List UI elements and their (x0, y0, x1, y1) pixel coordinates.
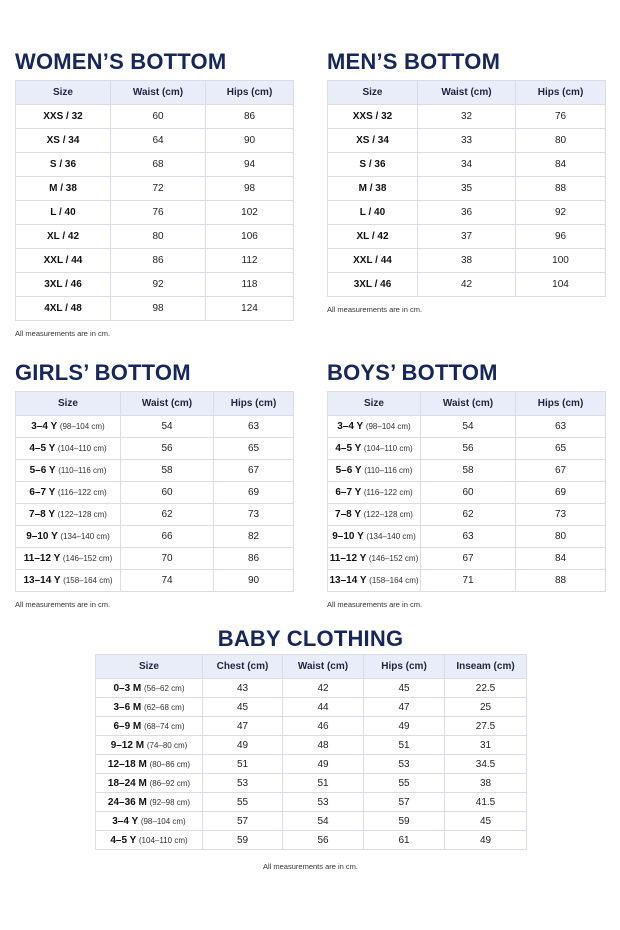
girls-size-table (15, 391, 294, 592)
height-range: (98–104 cm) (59, 422, 105, 431)
size-label: 11–12 Y (329, 553, 367, 564)
size-cell (328, 482, 421, 504)
value-cell: 34.5 (445, 755, 527, 774)
height-range: (92–98 cm) (149, 797, 191, 807)
size-label: 5–6 Y (29, 465, 56, 476)
height-range: (110–116 cm) (364, 466, 413, 475)
value-cell: 90 (206, 129, 294, 153)
girls-table-body (16, 416, 294, 592)
value-cell: 67 (516, 460, 606, 482)
size-cell (96, 679, 203, 698)
table-row (16, 482, 294, 504)
col-header-size: Size (16, 81, 111, 105)
col-header-size: Size (96, 655, 203, 679)
size-cell: S / 36 (328, 153, 418, 177)
value-cell: 80 (516, 129, 606, 153)
value-cell: 66 (121, 526, 214, 548)
height-range: (56–62 cm) (144, 683, 185, 693)
value-cell: 92 (516, 201, 606, 225)
girls-bottom-section (15, 360, 293, 609)
table-row (16, 460, 294, 482)
height-range: (158–164 cm) (369, 576, 419, 585)
value-cell: 49 (364, 717, 445, 736)
value-cell: 35 (418, 177, 516, 201)
col-header-waist: Waist (cm) (421, 392, 516, 416)
table-row (96, 679, 527, 698)
value-cell: 56 (283, 831, 364, 850)
size-cell (16, 438, 121, 460)
table-row (328, 482, 606, 504)
height-range: (146–152 cm) (62, 554, 113, 563)
col-header-size: Size (328, 392, 421, 416)
size-cell: M / 38 (328, 177, 418, 201)
table-row (16, 438, 294, 460)
size-label: 13–14 Y (329, 575, 367, 586)
value-cell: 55 (364, 774, 445, 793)
value-cell: 73 (516, 504, 606, 526)
value-cell: 88 (516, 177, 606, 201)
table-row (96, 755, 527, 774)
value-cell: 102 (206, 201, 294, 225)
table-row (328, 225, 606, 249)
size-label: 6–7 Y (29, 487, 56, 498)
table-row (16, 570, 294, 592)
baby-clothing-section (95, 626, 526, 871)
men-bottom-section (327, 49, 605, 314)
col-header-waist: Waist (cm) (121, 392, 214, 416)
value-cell: 67 (214, 460, 294, 482)
table-row (96, 831, 527, 850)
value-cell: 63 (214, 416, 294, 438)
baby-size-table (95, 654, 527, 850)
size-label: 13–14 Y (23, 575, 61, 586)
value-cell: 58 (121, 460, 214, 482)
baby-table-body (96, 679, 527, 850)
height-range: (116–122 cm) (363, 488, 413, 497)
size-cell: XXL / 44 (16, 249, 111, 273)
value-cell: 49 (283, 755, 364, 774)
value-cell: 84 (516, 153, 606, 177)
height-range: (146–152 cm) (368, 554, 419, 563)
size-label: 18–24 M (107, 777, 147, 789)
measurement-note: All measurements are in cm. (327, 600, 423, 609)
boys-size-table (327, 391, 606, 592)
value-cell: 62 (421, 504, 516, 526)
height-range: (158–164 cm) (63, 576, 113, 585)
table-row (328, 570, 606, 592)
col-header-hips: Hips (cm) (516, 81, 606, 105)
baby-clothing-title: BABY CLOTHING (217, 626, 404, 651)
value-cell: 57 (203, 812, 283, 831)
size-cell (16, 482, 121, 504)
value-cell: 56 (421, 438, 516, 460)
value-cell: 124 (206, 297, 294, 321)
measurement-note: All measurements are in cm. (15, 329, 111, 338)
table-row (328, 548, 606, 570)
size-cell: 3XL / 46 (16, 273, 111, 297)
value-cell: 96 (516, 225, 606, 249)
value-cell: 46 (283, 717, 364, 736)
value-cell: 54 (121, 416, 214, 438)
value-cell: 61 (364, 831, 445, 850)
value-cell: 41.5 (445, 793, 527, 812)
size-cell: XS / 34 (328, 129, 418, 153)
boys-bottom-section (327, 360, 605, 609)
value-cell: 34 (418, 153, 516, 177)
value-cell: 76 (111, 201, 206, 225)
size-cell (96, 793, 203, 812)
col-header-hips: Hips (cm) (364, 655, 445, 679)
size-label: 3–4 Y (31, 421, 58, 432)
table-row (328, 105, 606, 129)
col-header-hips: Hips (cm) (206, 81, 294, 105)
table-header-row (328, 392, 606, 416)
value-cell: 47 (203, 717, 283, 736)
height-range: (104–110 cm) (363, 444, 413, 453)
value-cell: 82 (214, 526, 294, 548)
value-cell: 42 (418, 273, 516, 297)
value-cell: 27.5 (445, 717, 527, 736)
value-cell: 63 (421, 526, 516, 548)
men-size-table (327, 80, 606, 297)
value-cell: 60 (421, 482, 516, 504)
value-cell: 53 (283, 793, 364, 812)
women-bottom-title: WOMEN’S BOTTOM (15, 49, 227, 74)
size-cell (96, 755, 203, 774)
size-cell (96, 812, 203, 831)
size-label: 3–4 Y (337, 421, 364, 432)
table-row (16, 105, 294, 129)
value-cell: 90 (214, 570, 294, 592)
table-row (328, 201, 606, 225)
table-row (328, 416, 606, 438)
value-cell: 100 (516, 249, 606, 273)
girls-bottom-title: GIRLS’ BOTTOM (15, 360, 191, 385)
value-cell: 57 (364, 793, 445, 812)
value-cell: 47 (364, 698, 445, 717)
table-row (328, 273, 606, 297)
value-cell: 84 (516, 548, 606, 570)
measurement-note: All measurements are in cm. (262, 862, 359, 871)
table-row (328, 438, 606, 460)
table-row (16, 153, 294, 177)
height-range: (98–104 cm) (140, 816, 186, 826)
value-cell: 98 (206, 177, 294, 201)
size-label: 7–8 Y (29, 509, 55, 520)
table-header-row (96, 655, 527, 679)
size-label: 12–18 M (107, 758, 147, 770)
value-cell: 86 (214, 548, 294, 570)
size-cell: XL / 42 (16, 225, 111, 249)
col-header-chest: Chest (cm) (203, 655, 283, 679)
table-row (328, 153, 606, 177)
table-row (328, 249, 606, 273)
table-row (16, 526, 294, 548)
size-cell (16, 570, 121, 592)
value-cell: 71 (421, 570, 516, 592)
value-cell: 53 (203, 774, 283, 793)
col-header-waist: Waist (cm) (418, 81, 516, 105)
value-cell: 25 (445, 698, 527, 717)
women-table-body (16, 105, 294, 321)
table-row (16, 273, 294, 297)
value-cell: 72 (111, 177, 206, 201)
size-cell: L / 40 (16, 201, 111, 225)
value-cell: 118 (206, 273, 294, 297)
size-label: 3–4 Y (112, 815, 139, 827)
value-cell: 65 (516, 438, 606, 460)
table-header-row (16, 392, 294, 416)
value-cell: 42 (283, 679, 364, 698)
height-range: (104–110 cm) (57, 444, 107, 453)
value-cell: 80 (111, 225, 206, 249)
table-row (16, 548, 294, 570)
table-header-row (16, 81, 294, 105)
col-header-waist: Waist (cm) (283, 655, 364, 679)
size-cell (328, 460, 421, 482)
table-row (96, 774, 527, 793)
value-cell: 67 (421, 548, 516, 570)
value-cell: 45 (203, 698, 283, 717)
size-cell (328, 438, 421, 460)
height-range: (74–80 cm) (146, 740, 188, 750)
value-cell: 58 (421, 460, 516, 482)
size-cell (16, 526, 121, 548)
table-header-row (328, 81, 606, 105)
size-label: 6–9 M (113, 720, 142, 732)
value-cell: 43 (203, 679, 283, 698)
size-label: 9–10 Y (26, 531, 58, 542)
value-cell: 51 (283, 774, 364, 793)
table-row (16, 504, 294, 526)
table-row (16, 129, 294, 153)
table-row (96, 717, 527, 736)
size-label: 4–5 Y (29, 443, 56, 454)
value-cell: 68 (111, 153, 206, 177)
measurement-note: All measurements are in cm. (327, 305, 423, 314)
value-cell: 59 (364, 812, 445, 831)
boys-table-body (328, 416, 606, 592)
size-cell (96, 774, 203, 793)
value-cell: 76 (516, 105, 606, 129)
size-cell (16, 504, 121, 526)
value-cell: 49 (445, 831, 527, 850)
value-cell: 33 (418, 129, 516, 153)
height-range: (98–104 cm) (365, 422, 411, 431)
size-label: 9–10 Y (332, 531, 364, 542)
value-cell: 51 (364, 736, 445, 755)
size-cell (328, 504, 421, 526)
size-cell (328, 526, 421, 548)
value-cell: 80 (516, 526, 606, 548)
value-cell: 44 (283, 698, 364, 717)
size-label: 3–6 M (113, 701, 142, 713)
value-cell: 53 (364, 755, 445, 774)
size-cell (16, 460, 121, 482)
size-cell: L / 40 (328, 201, 418, 225)
value-cell: 60 (121, 482, 214, 504)
height-range: (68–74 cm) (144, 721, 185, 731)
col-header-inseam: Inseam (cm) (445, 655, 527, 679)
size-cell (16, 548, 121, 570)
size-cell (328, 570, 421, 592)
size-cell: XXS / 32 (16, 105, 111, 129)
value-cell: 63 (516, 416, 606, 438)
table-row (16, 249, 294, 273)
size-label: 4–5 Y (335, 443, 362, 454)
size-cell: XS / 34 (16, 129, 111, 153)
value-cell: 70 (121, 548, 214, 570)
size-cell (96, 831, 203, 850)
height-range: (80–86 cm) (149, 759, 191, 769)
table-row (16, 416, 294, 438)
value-cell: 62 (121, 504, 214, 526)
height-range: (134–140 cm) (366, 532, 416, 541)
size-label: 6–7 Y (335, 487, 362, 498)
men-bottom-title: MEN’S BOTTOM (327, 49, 501, 74)
value-cell: 112 (206, 249, 294, 273)
value-cell: 74 (121, 570, 214, 592)
value-cell: 32 (418, 105, 516, 129)
value-cell: 88 (516, 570, 606, 592)
value-cell: 98 (111, 297, 206, 321)
value-cell: 38 (445, 774, 527, 793)
size-cell (96, 717, 203, 736)
col-header-hips: Hips (cm) (516, 392, 606, 416)
value-cell: 69 (516, 482, 606, 504)
value-cell: 51 (203, 755, 283, 774)
size-label: 5–6 Y (335, 465, 362, 476)
col-header-waist: Waist (cm) (111, 81, 206, 105)
table-row (328, 526, 606, 548)
boys-bottom-title: BOYS’ BOTTOM (327, 360, 498, 385)
col-header-size: Size (16, 392, 121, 416)
table-row (16, 297, 294, 321)
size-cell (96, 698, 203, 717)
value-cell: 49 (203, 736, 283, 755)
size-cell: 4XL / 48 (16, 297, 111, 321)
value-cell: 45 (445, 812, 527, 831)
height-range: (62–68 cm) (144, 702, 185, 712)
value-cell: 54 (283, 812, 364, 831)
table-row (96, 793, 527, 812)
table-row (328, 460, 606, 482)
height-range: (134–140 cm) (60, 532, 110, 541)
value-cell: 60 (111, 105, 206, 129)
table-row (16, 201, 294, 225)
table-row (96, 698, 527, 717)
value-cell: 48 (283, 736, 364, 755)
value-cell: 94 (206, 153, 294, 177)
value-cell: 36 (418, 201, 516, 225)
value-cell: 55 (203, 793, 283, 812)
value-cell: 59 (203, 831, 283, 850)
col-header-hips: Hips (cm) (214, 392, 294, 416)
table-row (96, 812, 527, 831)
value-cell: 64 (111, 129, 206, 153)
height-range: (122–128 cm) (57, 510, 107, 519)
value-cell: 37 (418, 225, 516, 249)
table-row (16, 225, 294, 249)
men-table-body (328, 105, 606, 297)
height-range: (122–128 cm) (363, 510, 413, 519)
size-cell: XL / 42 (328, 225, 418, 249)
size-cell: M / 38 (16, 177, 111, 201)
size-cell: XXS / 32 (328, 105, 418, 129)
table-row (328, 504, 606, 526)
size-label: 0–3 M (113, 682, 142, 694)
size-label: 7–8 Y (335, 509, 361, 520)
value-cell: 22.5 (445, 679, 527, 698)
value-cell: 69 (214, 482, 294, 504)
value-cell: 45 (364, 679, 445, 698)
size-label: 11–12 Y (23, 553, 61, 564)
table-row (16, 177, 294, 201)
value-cell: 106 (206, 225, 294, 249)
height-range: (104–110 cm) (138, 835, 188, 845)
value-cell: 56 (121, 438, 214, 460)
value-cell: 86 (111, 249, 206, 273)
table-row (328, 177, 606, 201)
size-cell: S / 36 (16, 153, 111, 177)
size-cell: 3XL / 46 (328, 273, 418, 297)
size-cell (328, 548, 421, 570)
size-cell (328, 416, 421, 438)
col-header-size: Size (328, 81, 418, 105)
value-cell: 65 (214, 438, 294, 460)
value-cell: 73 (214, 504, 294, 526)
size-cell (16, 416, 121, 438)
measurement-note: All measurements are in cm. (15, 600, 111, 609)
height-range: (86–92 cm) (149, 778, 191, 788)
value-cell: 54 (421, 416, 516, 438)
value-cell: 104 (516, 273, 606, 297)
height-range: (110–116 cm) (58, 466, 107, 475)
table-row (96, 736, 527, 755)
value-cell: 92 (111, 273, 206, 297)
value-cell: 38 (418, 249, 516, 273)
size-label: 4–5 Y (110, 834, 137, 846)
women-size-table (15, 80, 294, 321)
size-label: 24–36 M (107, 796, 147, 808)
value-cell: 86 (206, 105, 294, 129)
size-cell: XXL / 44 (328, 249, 418, 273)
size-cell (96, 736, 203, 755)
women-bottom-section (15, 49, 293, 338)
height-range: (116–122 cm) (57, 488, 107, 497)
size-label: 9–12 M (110, 739, 145, 751)
table-row (328, 129, 606, 153)
value-cell: 31 (445, 736, 527, 755)
